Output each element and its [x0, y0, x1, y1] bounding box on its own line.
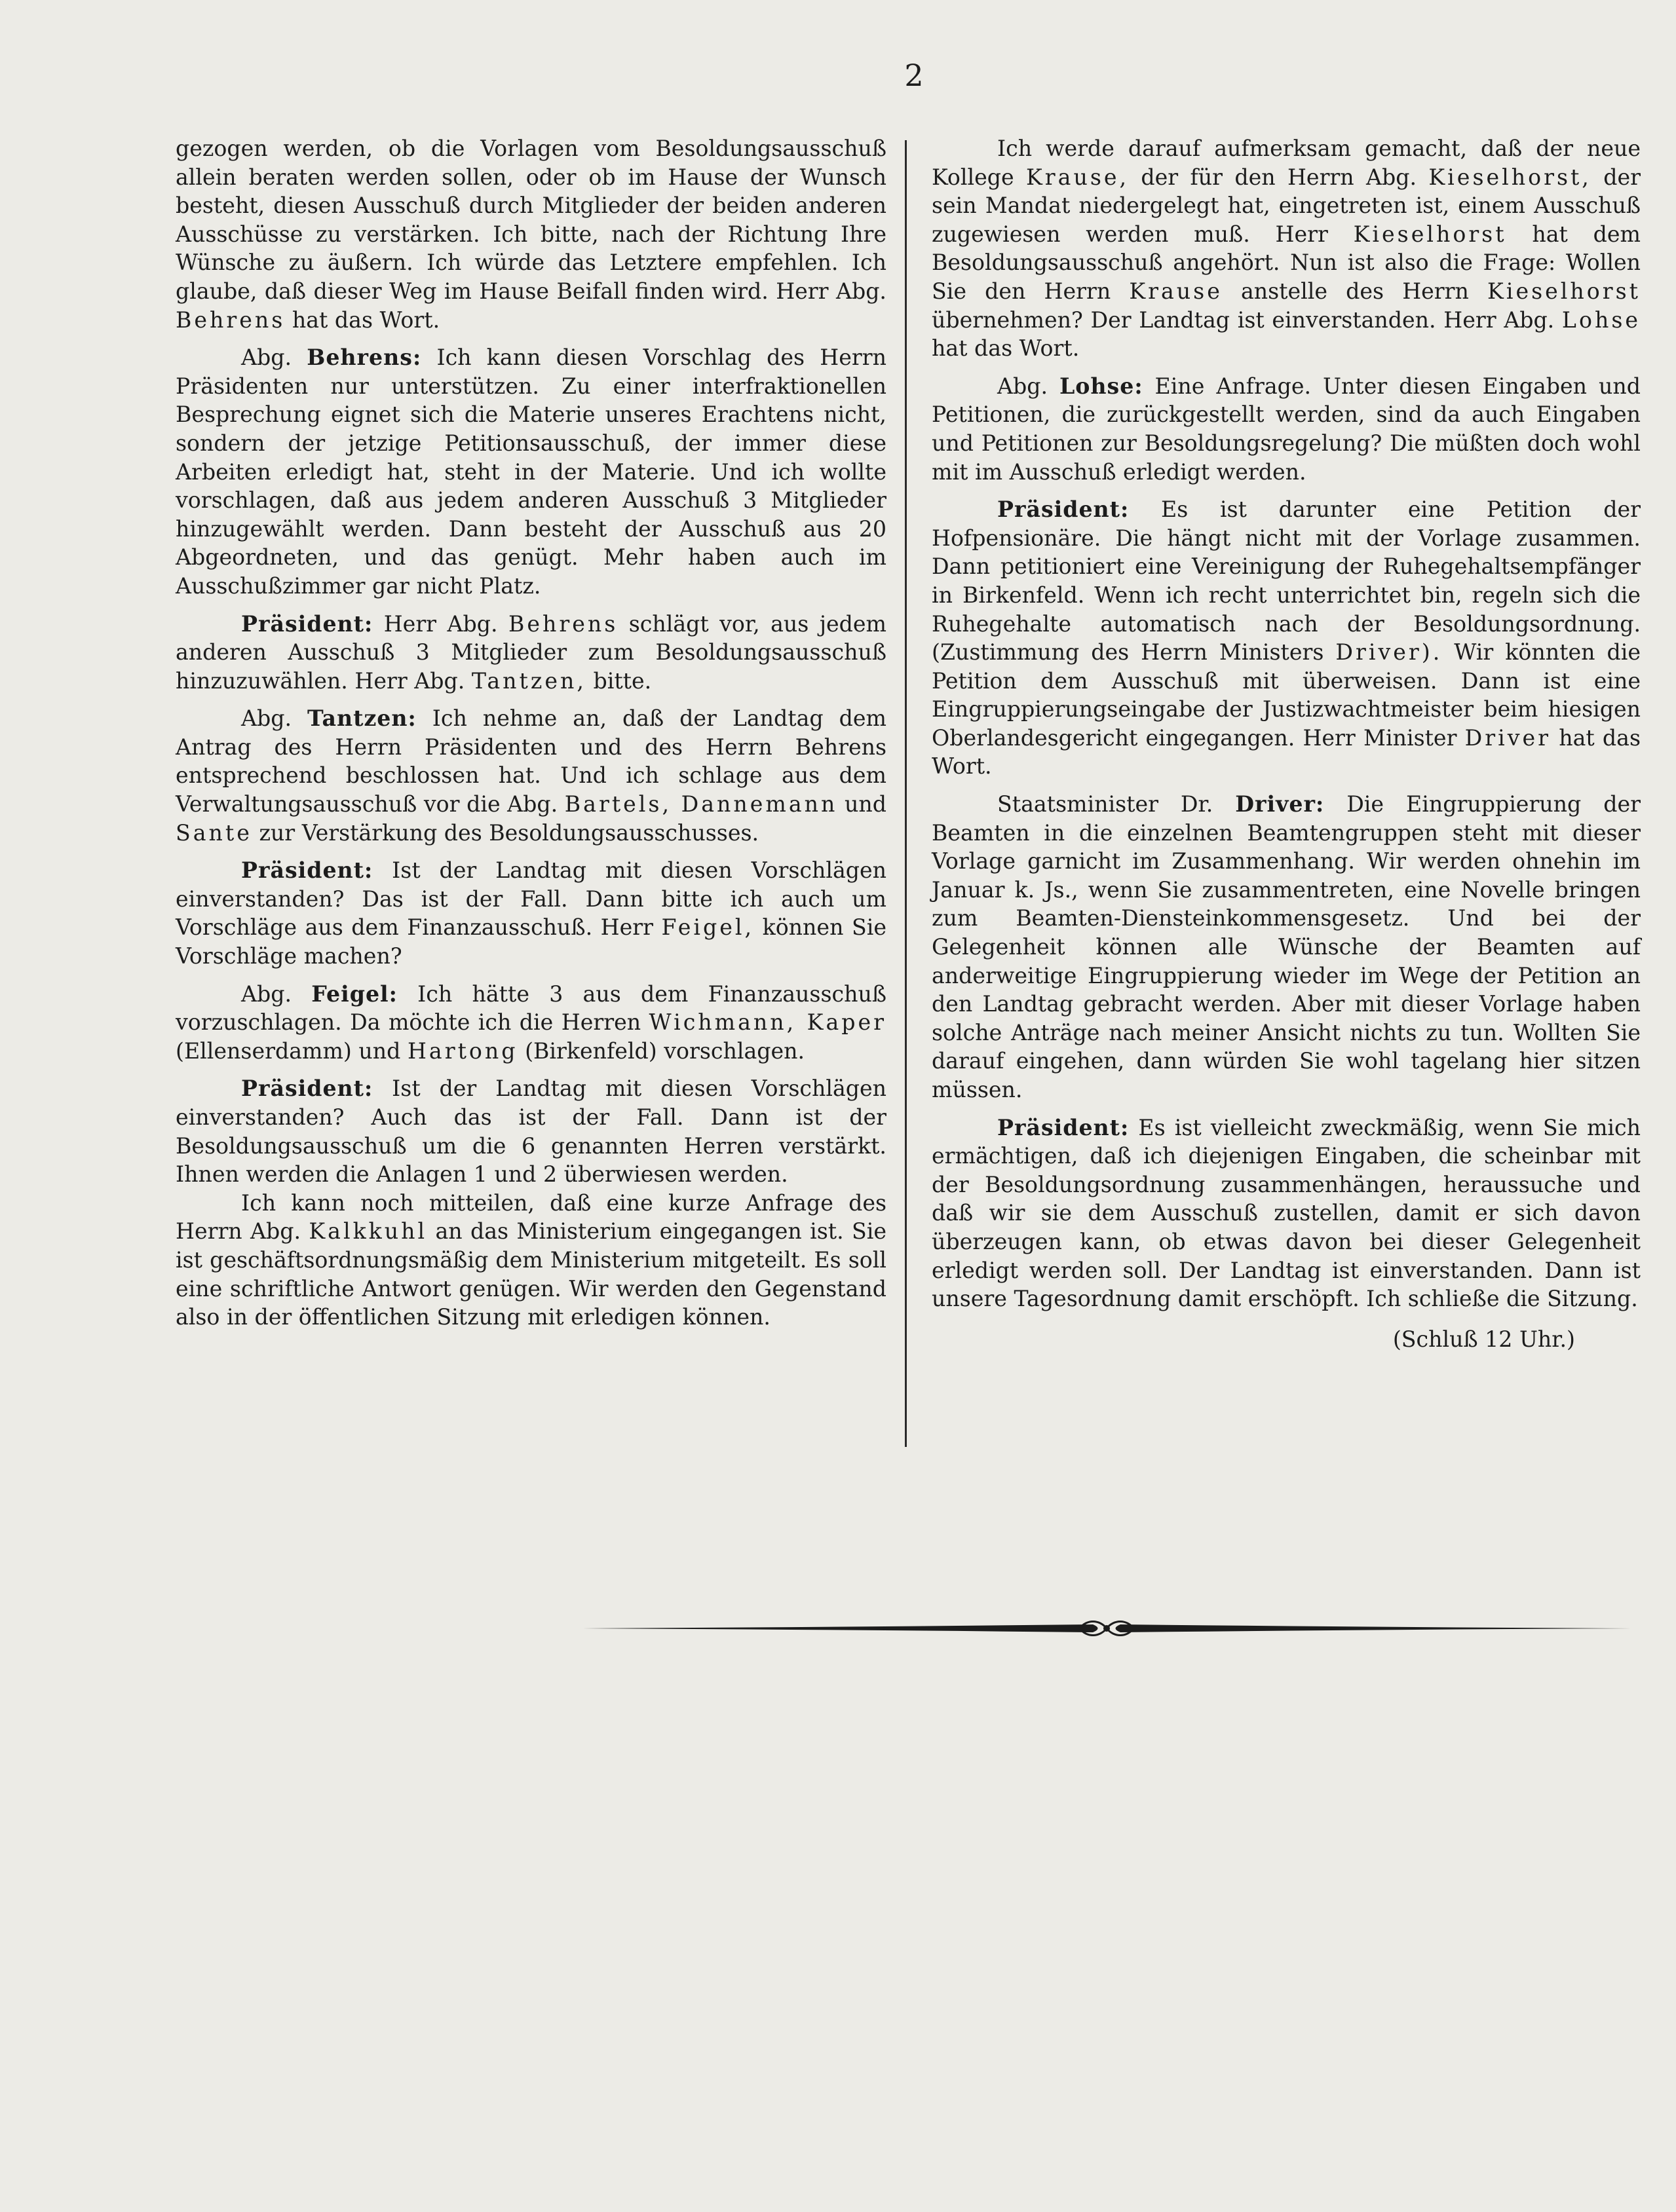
speaker-name: Kieselhorst,: [1428, 164, 1591, 190]
speaker-name: Hartong: [407, 1038, 518, 1064]
paragraph: Präsident: Ist der Landtag mit diesen Vorschlägen einverstanden? Auch das ist der Fall. Dann ist der Besoldungsausschuß um die 6 genannten Herren verstärkt. Ihnen werden die Anlagen 1 und 2 überwiesen werden.: [176, 1076, 886, 1188]
paragraph: Abg. Feigel: Ich hätte 3 aus dem Finanzausschuß vorzuschlagen. Da möchte ich die Herren Wichmann, Kaper (Ellenserdamm) und Hartong (Birkenfeld) vorschlagen.: [176, 981, 886, 1064]
speaker-name: Wichmann, Kaper: [649, 1009, 886, 1036]
speaker-label: Präsident:: [997, 497, 1130, 523]
end-ornament: [582, 1615, 1631, 1641]
paragraph: Präsident: Es ist darunter eine Petition der Hofpensionäre. Die hängt nicht mit der Vorlage zusammen. Dann petitioniert eine Vereinigung der Ruhegehaltsempfänger in Birkenfeld. Wenn ich recht unterrichtet bin, regeln sich die Ruhegehalte automatisch nach der Besoldungsordnung. (Zustimmung des Herrn Ministers Driver). Wir könnten die Petition dem Ausschuß mit überweisen. Dann ist eine Eingruppierungseingabe der Justizwachtmeister beim hiesigen Oberlandesgericht eingegangen. Herr Minister Driver hat das Wort.: [932, 497, 1641, 779]
speaker-label: Driver:: [1235, 791, 1325, 817]
speaker-name: Krause: [1129, 278, 1223, 304]
speaker-label: Lohse:: [1059, 373, 1143, 399]
paragraph: Staatsminister Dr. Driver: Die Eingruppierung der Beamten in die einzelnen Beamtengruppen steht mit dieser Vorlage garnicht im Zusammenhang. Wir werden ohnehin im Januar k. Js., wenn Sie zusammentreten, eine Novelle bringen zum Beamten-Diensteinkommensgesetz. Und bei der Gelegenheit können alle Wünsche der Beamten auf anderweitige Eingruppierung wieder im Wege der Petition an den Landtag gebracht werden. Aber mit dieser Vorlage haben solche Anträge nach meiner Ansicht nichts zu tun. Wollten Sie darauf eingehen, dann würden Sie wohl tagelang hier sitzen müssen.: [932, 791, 1641, 1102]
right-column: [932, 134, 1641, 1353]
speaker-name: Kalkkuhl: [309, 1218, 428, 1245]
speaker-name: Driver).: [1335, 639, 1443, 665]
paragraph: Präsident: Es ist vielleicht zweckmäßig, wenn Sie mich ermächtigen, daß ich diejenigen Eingaben, die scheinbar mit der Besoldungsordnung zusammenhängen, heraussuche und daß wir sie dem Ausschuß zustellen, damit er sich davon überzeugen kann, ob etwas davon bei dieser Gelegenheit erledigt werden soll. Der Landtag ist einverstanden. Dann ist unsere Tagesordnung damit erschöpft. Ich schließe die Sitzung.: [932, 1114, 1641, 1312]
speaker-name: Behrens: [176, 307, 286, 333]
speaker-name: Lohse: [1561, 307, 1641, 333]
speaker-label: Tantzen:: [307, 705, 417, 732]
speaker-label: Behrens:: [307, 345, 422, 371]
paragraph: Präsident: Herr Abg. Behrens schlägt vor, aus jedem anderen Ausschuß 3 Mitglieder zum Besoldungsausschuß hinzuzuwählen. Herr Abg. Tantzen, bitte.: [176, 610, 886, 694]
speaker-name: Behrens: [508, 610, 619, 637]
paragraph: Abg. Lohse: Eine Anfrage. Unter diesen Eingaben und Petitionen, die zurückgestellt werden, sind da auch Eingaben und Petitionen zur Besoldungsregelung? Die müßten doch wohl mit im Ausschuß erledigt werden.: [932, 373, 1641, 485]
paragraph: Abg. Tantzen: Ich nehme an, daß der Landtag dem Antrag des Herrn Präsidenten und des Herrn Behrens entsprechend beschlossen hat. Und ich schlage aus dem Verwaltungsausschuß vor die Abg. Bartels, Dannemann und Sante zur Verstärkung des Besoldungsausschusses.: [176, 705, 886, 846]
page-number: 2: [904, 58, 924, 93]
paragraph: Ich werde darauf aufmerksam gemacht, daß der neue Kollege Krause, der für den Herrn Abg. Kieselhorst, der sein Mandat niedergelegt hat, eingetreten ist, einem Ausschuß zugewiesen werden muß. Herr Kieselhorst hat dem Besoldungsausschuß angehört. Nun ist also die Frage: Wollen Sie den Herrn Krause anstelle des Herrn Kieselhorst übernehmen? Der Landtag ist einverstanden. Herr Abg. Lohse hat das Wort.: [932, 136, 1641, 362]
speaker-name: Kieselhorst: [1487, 278, 1641, 304]
speaker-name: Kieselhorst: [1353, 221, 1507, 247]
paragraph: gezogen werden, ob die Vorlagen vom Besoldungsausschuß allein beraten werden sollen, oder ob im Hause der Wunsch besteht, diesen Ausschuß durch Mitglieder der beiden anderen Ausschüsse zu verstärken. Ich bitte, nach der Richtung Ihre Wünsche zu äußern. Ich würde das Letztere empfehlen. Ich glaube, daß dieser Weg im Hause Beifall finden wird. Herr Abg. Behrens hat das Wort.: [176, 136, 886, 333]
speaker-name: Driver: [1464, 724, 1551, 751]
speaker-label: Präsident:: [997, 1114, 1130, 1140]
speaker-name: Bartels, Dannemann: [564, 791, 838, 817]
speaker-name: Krause,: [1026, 164, 1130, 190]
speaker-label: Präsident:: [241, 1076, 373, 1102]
speaker-name: Feigel,: [661, 914, 755, 941]
paragraph: Ich kann noch mitteilen, daß eine kurze Anfrage des Herrn Abg. Kalkkuhl an das Ministerium eingegangen ist. Sie ist geschäftsordnungsmäßig dem Ministerium mitgeteilt. Es soll eine schriftliche Antwort genügen. Wir werden den Gegenstand also in der öffentlichen Sitzung mit erledigen können.: [176, 1190, 886, 1330]
speaker-label: Präsident:: [241, 857, 373, 884]
speaker-label: Präsident:: [241, 610, 373, 637]
speaker-label: Feigel:: [311, 981, 398, 1007]
speaker-name: Tantzen,: [471, 667, 586, 694]
speaker-name: Sante: [176, 819, 252, 846]
closing-note: (Schluß 12 Uhr.): [1392, 1326, 1575, 1352]
paragraph: Präsident: Ist der Landtag mit diesen Vorschlägen einverstanden? Das ist der Fall. Dann bitte ich auch um Vorschläge aus dem Finanzausschuß. Herr Feigel, können Sie Vorschläge machen?: [176, 857, 886, 969]
left-column: [176, 134, 886, 1332]
paragraph: Abg. Behrens: Ich kann diesen Vorschlag des Herrn Präsidenten nur unterstützen. Zu einer interfraktionellen Besprechung eignet sich die Materie unseres Erachtens nicht, sondern der jetzige Petitionsausschuß, der immer diese Arbeiten erledigt hat, steht in der Materie. Und ich wollte vorschlagen, daß aus jedem anderen Ausschuß 3 Mitglieder hinzugewählt werden. Dann besteht der Ausschuß aus 20 Abgeordneten, und das genügt. Mehr haben auch im Ausschußzimmer gar nicht Platz.: [176, 345, 886, 599]
column-divider: [905, 140, 907, 1447]
